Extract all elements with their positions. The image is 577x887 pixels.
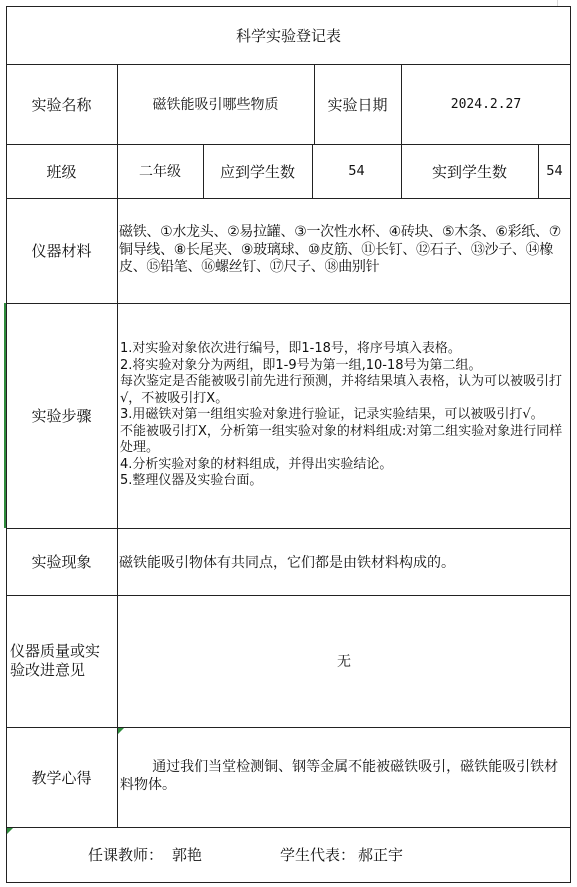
step-line: 不能被吸引打X，分析第一组实验对象的材料组成:对第二组实验对象进行同样处理。 <box>120 423 563 456</box>
quality-value: 无 <box>337 654 351 670</box>
reflection-value: 通过我们当堂检测铜、钢等金属不能被磁铁吸引，磁铁能吸引铁材料物体。 <box>120 759 559 793</box>
class-label: 班级 <box>46 162 77 181</box>
grid-line <box>6 882 571 883</box>
reflection-cell <box>117 727 571 827</box>
experiment-name-value: 磁铁能吸引哪些物质 <box>152 97 279 113</box>
step-line: 3.用磁铁对第一组组实验对象进行验证，记录实验结果，可以被吸引打√。 <box>120 407 544 423</box>
phenomenon-label: 实验现象 <box>31 553 92 571</box>
expected-students-label: 应到学生数 <box>219 162 295 181</box>
step-line: 2.将实验对象分为两组，即1-9号为第一组,10-18号为第二组。 <box>120 357 482 373</box>
student-rep-name: 郝正宇 <box>358 846 404 864</box>
student-rep-label: 学生代表： <box>280 846 356 864</box>
materials-cell <box>117 198 571 303</box>
phenomenon-value: 磁铁能吸引物体有共同点，它们都是由铁材料构成的。 <box>119 554 455 571</box>
step-line: 每次鉴定是否能被吸引前先进行预测，并将结果填入表格，认为可以被吸引打√，不被吸引打X。 <box>120 374 563 406</box>
steps-cell <box>117 303 571 528</box>
step-line: 1.对实验对象依次进行编号，即1-18号，将序号填入表格。 <box>120 341 461 357</box>
experiment-name-label: 实验名称 <box>31 95 92 114</box>
expected-students-value: 54 <box>348 163 365 179</box>
quality-label: 仪器质量或实验改进意见 <box>10 641 101 679</box>
actual-students-label: 实到学生数 <box>431 162 507 181</box>
comment-marker-icon <box>7 828 13 834</box>
teacher-label: 任课教师： <box>88 846 164 864</box>
teacher-name: 郭艳 <box>172 846 203 864</box>
reflection-label: 教学心得 <box>31 768 92 787</box>
actual-students-value: 54 <box>546 163 563 179</box>
form-title: 科学实验登记表 <box>235 26 341 45</box>
materials-label: 仪器材料 <box>31 242 92 260</box>
steps-list <box>120 341 567 490</box>
materials-value: 磁铁、①水龙头、②易拉罐、③一次性水杯、④砖块、⑤木条、⑥彩纸、⑦铜导线、⑧长尾夹、⑨玻璃球、⑩皮筋、⑪长钉、⑫石子、⑬沙子、⑭橡皮、⑮铅笔、⑯螺丝钉、⑰尺子、⑱曲别针 <box>119 223 561 276</box>
step-line: 5.整理仪器及实验台面。 <box>120 473 263 489</box>
experiment-date-value: 2024.2.27 <box>450 96 522 112</box>
class-value: 二年级 <box>139 164 181 180</box>
steps-label: 实验步骤 <box>31 407 92 425</box>
step-line: 4.分析实验对象的材料组成，并得出实验结论。 <box>120 456 393 472</box>
experiment-date-label: 实验日期 <box>327 95 388 114</box>
